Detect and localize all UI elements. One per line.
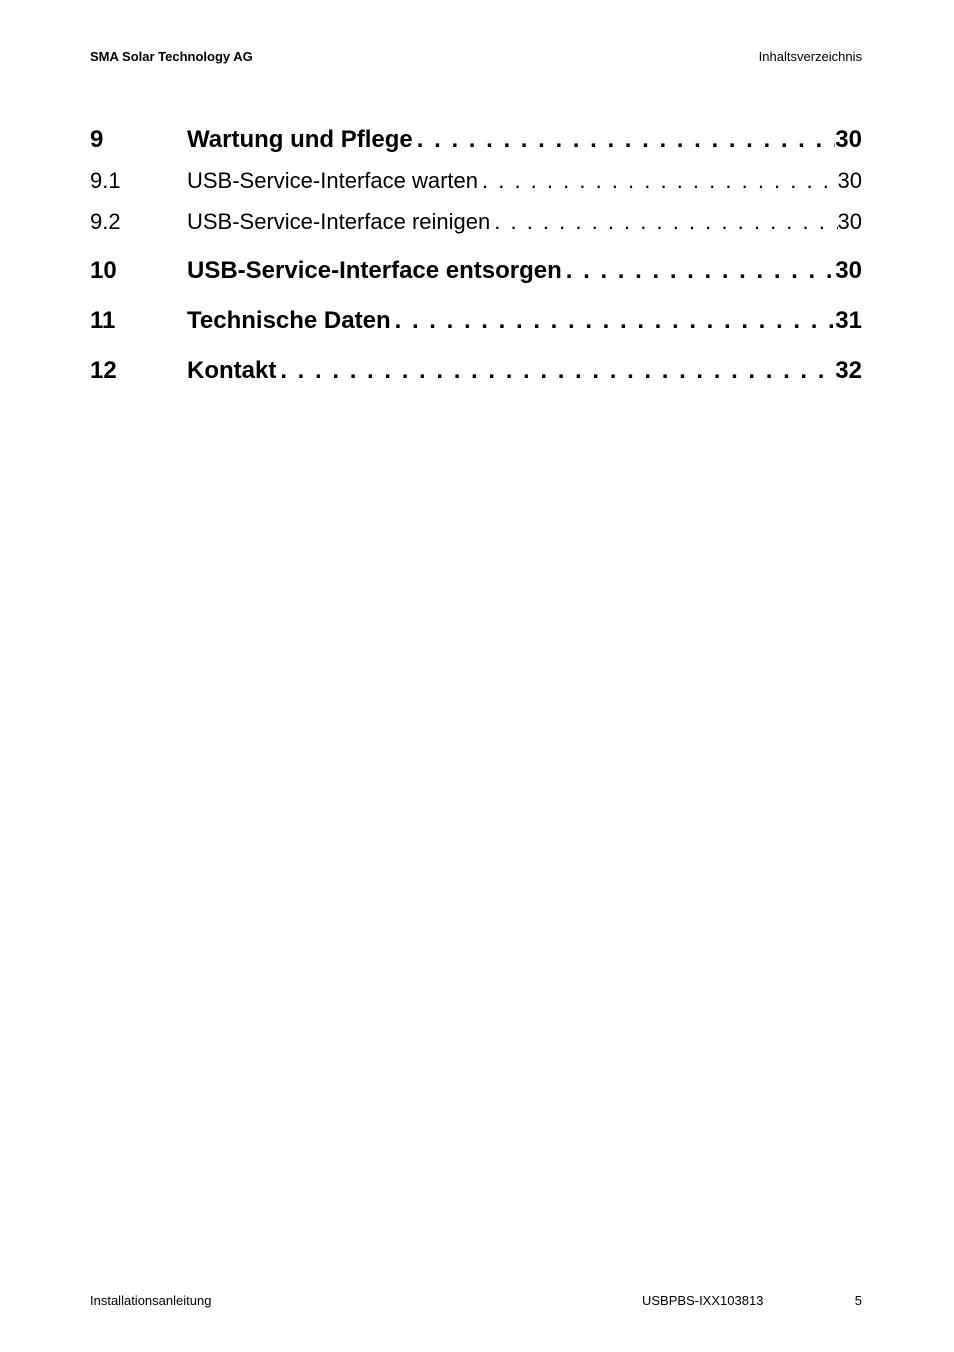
toc-entry-page: 30 [837,209,862,234]
footer-doc-code: USBPBS-IXX103813 [642,1293,764,1308]
toc-entry-title: USB-Service-Interface warten [187,168,478,193]
toc-entry-title: USB-Service-Interface entsorgen [187,257,562,284]
toc-dot-leader [391,306,836,336]
toc-dot-leader [478,166,838,196]
toc-entry-11[interactable] [90,306,862,336]
toc-dot-leader [276,356,835,386]
toc-entry-title: Kontakt [187,357,277,384]
toc-entry-number: 9.2 [90,209,121,234]
toc-entry-12[interactable] [90,356,862,386]
toc-entry-number: 9 [90,126,104,153]
footer-page-number: 5 [854,1293,862,1308]
toc-entry-page: 31 [835,307,862,334]
footer-doc-type: Installationsanleitung [90,1293,212,1308]
toc-dot-leader [490,207,837,237]
toc-dot-leader [413,125,836,155]
toc-entry-number: 10 [90,257,117,284]
toc-entry-title: USB-Service-Interface reinigen [187,209,491,234]
toc-dot-leader [562,256,836,286]
header-company: SMA Solar Technology AG [90,49,253,64]
toc-entry-number: 12 [90,357,117,384]
toc-entry-page: 30 [837,168,862,193]
toc-entry-10[interactable] [90,256,862,286]
toc-entry-page: 32 [835,357,862,384]
toc-entry-9[interactable] [90,125,862,155]
toc-entry-page: 30 [835,126,862,153]
toc-entry-title: Wartung und Pflege [187,126,413,153]
toc-entry-number: 11 [90,307,116,334]
toc-entry-number: 9.1 [90,168,121,193]
toc-entry-9-2[interactable] [90,207,862,237]
toc-entry-title: Technische Daten [187,307,391,334]
header-section-title: Inhaltsverzeichnis [758,49,862,64]
toc-entry-9-1[interactable] [90,166,862,196]
toc-entry-page: 30 [835,257,862,284]
